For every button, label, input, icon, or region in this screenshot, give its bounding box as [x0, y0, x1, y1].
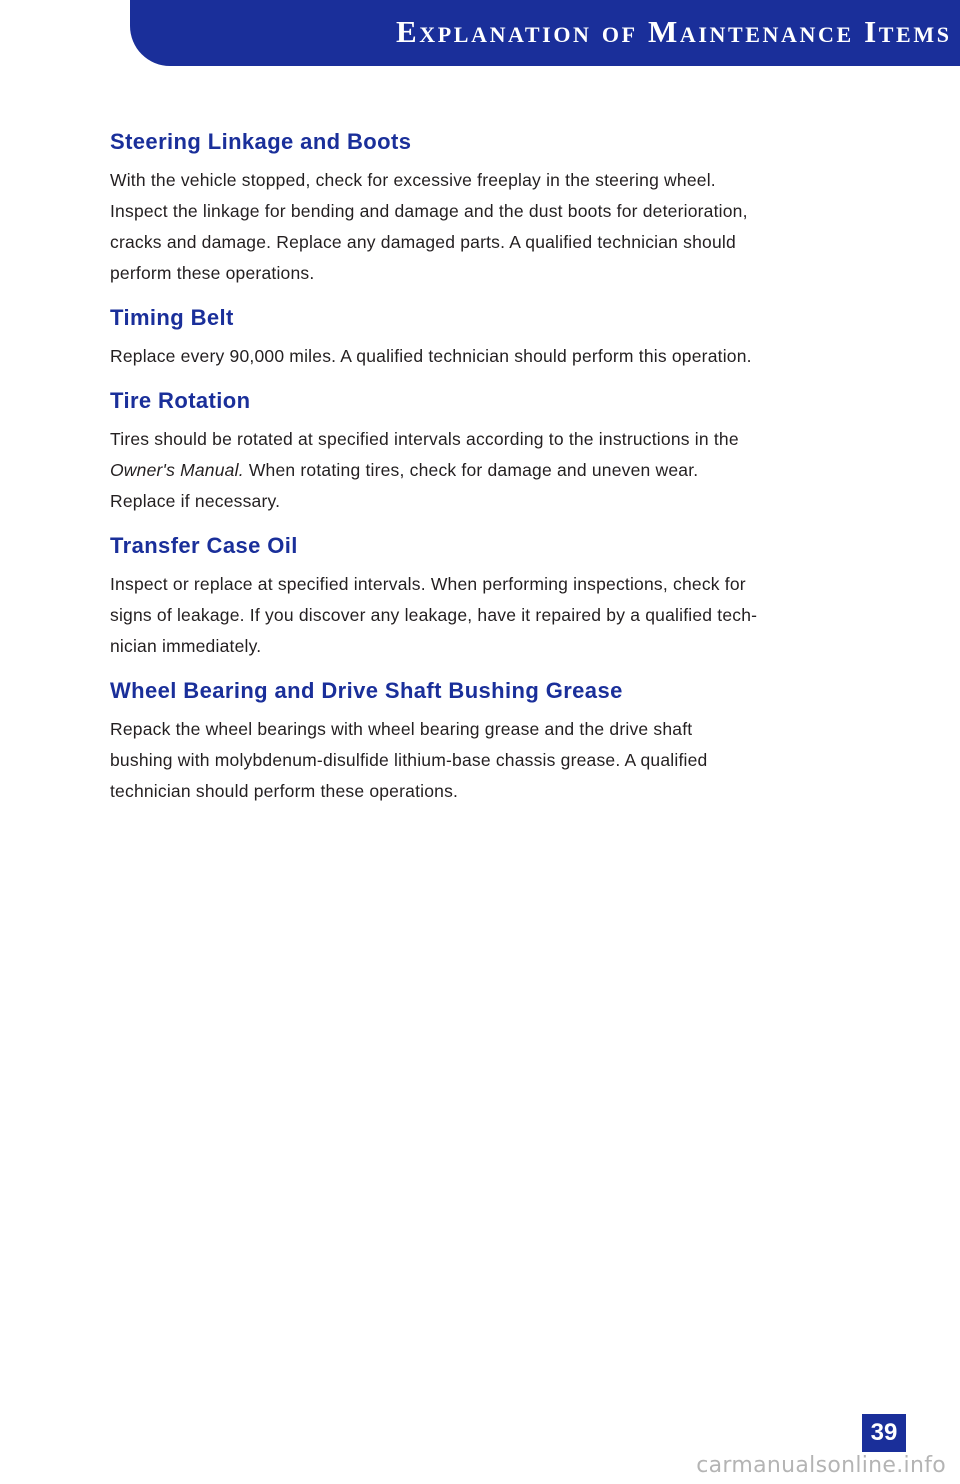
section-wheel-bearing-grease [110, 674, 810, 807]
section-body [110, 165, 810, 289]
body-line: Replace every 90,000 miles. A qualified technician should perform this operation. [110, 346, 752, 366]
watermark: carmanualsonline.info [696, 1453, 946, 1478]
page-title: Explanation of Maintenance Items [396, 14, 952, 49]
section-heading: Timing Belt [110, 305, 234, 330]
body-line: bushing with molybdenum-disulfide lithium-base chassis grease. A qualified [110, 750, 708, 770]
body-line: technician should perform these operations. [110, 781, 459, 801]
section-heading: Transfer Case Oil [110, 533, 298, 558]
section-body [110, 714, 810, 807]
body-line: cracks and damage. Replace any damaged parts. A qualified technician should [110, 232, 736, 252]
section-steering-linkage [110, 125, 810, 289]
section-heading: Wheel Bearing and Drive Shaft Bushing Grease [110, 678, 623, 703]
owners-manual-ref: Owner's Manual. [110, 460, 244, 480]
body-line: Replace if necessary. [110, 491, 281, 511]
body-line: nician immediately. [110, 636, 262, 656]
body-line [110, 455, 810, 486]
section-heading: Steering Linkage and Boots [110, 129, 412, 154]
content [110, 125, 810, 819]
page-number-badge: 39 [862, 1414, 906, 1452]
body-line: Inspect or replace at specified intervals. When performing inspections, check for [110, 574, 746, 594]
body-line: Repack the wheel bearings with wheel bearing grease and the drive shaft [110, 719, 693, 739]
body-line: signs of leakage. If you discover any leakage, have it repaired by a qualified tech- [110, 605, 758, 625]
section-body [110, 341, 810, 372]
section-body [110, 569, 810, 662]
body-line: Inspect the linkage for bending and damage and the dust boots for deterioration, [110, 201, 748, 221]
body-line: Tires should be rotated at specified intervals according to the instructions in the [110, 429, 739, 449]
section-body [110, 424, 810, 517]
section-timing-belt [110, 301, 810, 372]
section-heading: Tire Rotation [110, 388, 251, 413]
section-tire-rotation [110, 384, 810, 517]
body-line: perform these operations. [110, 263, 315, 283]
section-transfer-case-oil [110, 529, 810, 662]
body-line: With the vehicle stopped, check for excessive freeplay in the steering wheel. [110, 170, 716, 190]
body-line-text: When rotating tires, check for damage and uneven wear. [248, 460, 699, 480]
